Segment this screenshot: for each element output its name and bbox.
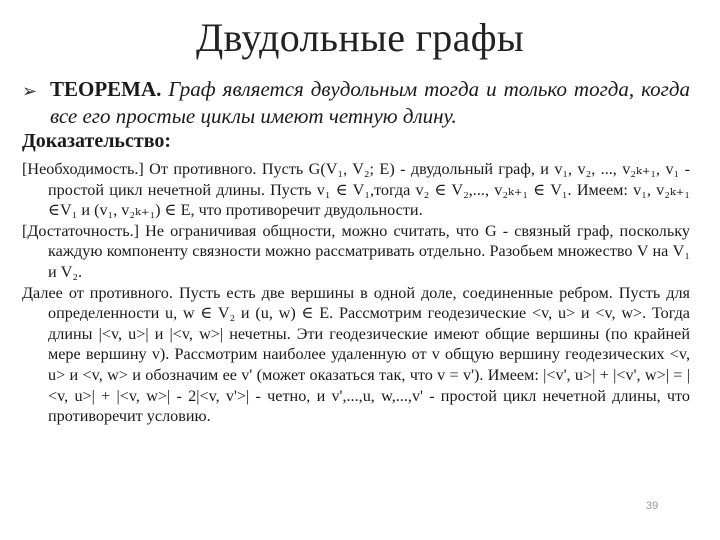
proof-heading: Доказательство: [22, 130, 172, 152]
theorem-heading: ТЕОРЕМА. [50, 77, 162, 101]
proof-paragraph-necessity: [Необходимость.] От противного. Пусть G(V₁, V₂; E) - двудольный граф, и v₁, v₂, ..., v₂ₖ₊₁, v₁ - простой цикл нечетной длины. Пусть v₁ ∈ V₁,тогда v₂ ∈ V₂,..., v₂ₖ₊₁ ∈ V₁. Имеем: v₁, v₂ₖ₊₁ ∈V₁ и (v₁, v₂ₖ₊₁) ∈ E, что противоречит двудольности. [22, 160, 690, 220]
slide-title: Двудольные графы [195, 15, 525, 60]
theorem-block [22, 76, 690, 130]
arrow-bullet-icon: ➢ [22, 81, 38, 102]
theorem-statement: Граф является двудольным тогда и только тогда, когда все его простые циклы имеют четную длину. [50, 77, 690, 128]
proof-paragraph-contradiction: Далее от противного. Пусть есть две вершины в одной доле, соединенные ребром. Пусть для определенности u, w ∈ V₂ и (u, w) ∈ E. Рассмотрим геодезические <v, u> и <v, w>. Тогда длины |<v, u>| и |<v, w>| нечетны. Эти геодезические имеют общие вершины (по крайней мере вершину v). Рассмотрим наиболее удаленную от v общую вершину геодезических <v, u> и <v, w> и обозначим ее v' (может оказаться так, что v = v'). Имеем: |<v', u>| + |<v', w>| = |<v, u>| + |<v, w>| - 2|<v, v'>| - четно, и v',...,u, w,...,v' - простой цикл нечетной длины, что противоречит условию. [22, 283, 690, 426]
proof-paragraph-sufficiency: [Достаточность.] Не ограничивая общности, можно считать, что G - связный граф, поскольку каждую компоненту связности можно рассматривать отдельно. Разобьем множество V на V₁ и V₂. [22, 221, 690, 281]
proof-body [22, 159, 690, 427]
page-number: 39 [646, 500, 659, 512]
theorem-text [22, 76, 690, 130]
